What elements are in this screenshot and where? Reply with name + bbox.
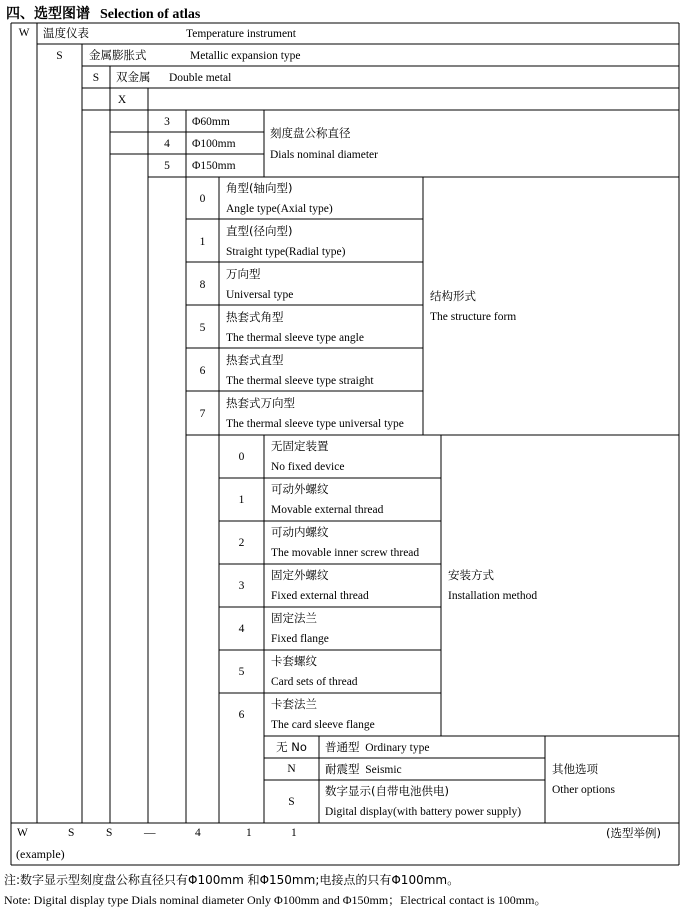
example-label-en: (example) [16,847,65,861]
level1-cn: 温度仪表 [43,26,89,40]
code-x: X [117,94,127,106]
dial-label-cn: 刻度盘公称直径 [270,126,351,140]
installation-label-cn: 安装方式 [448,568,494,582]
installation-cn: 无固定装置 [271,439,329,453]
dial-value: Φ60mm [192,116,230,128]
installation-en: The movable inner screw thread [271,547,420,559]
installation-code: 4 [238,623,245,635]
installation-code: 1 [238,494,245,506]
structure-en: The thermal sleeve type universal type [226,418,404,430]
section-title [6,3,200,23]
level2-en: Metallic expansion type [190,50,301,62]
installation-en: No fixed device [271,461,345,473]
dial-value: Φ150mm [192,160,236,172]
installation-cn: 可动外螺纹 [271,482,329,496]
structure-code: 8 [199,279,206,291]
structure-code: 6 [199,365,206,377]
installation-cn: 卡套螺纹 [271,654,317,668]
structure-en: The thermal sleeve type angle [226,332,364,344]
installation-en: Movable external thread [271,504,384,516]
structure-en: Angle type(Axial type) [226,203,333,215]
dial-label-en: Dials nominal diameter [270,149,378,161]
installation-en: Fixed external thread [271,590,369,602]
structure-code: 5 [199,322,206,334]
other-code: S [288,796,295,808]
other-label-en: Other options [552,784,615,796]
structure-en: Universal type [226,289,294,301]
example-code: — [144,827,156,839]
example-code: 1 [246,827,252,839]
section-title-en: Selection of atlas [100,7,201,22]
structure-code: 1 [199,236,206,248]
installation-code: 6 [238,709,245,721]
dial-code: 5 [164,160,170,172]
installation-cn: 固定外螺纹 [271,568,329,582]
other-cn: 数字显示(自带电池供电) [325,784,449,798]
installation-cn: 固定法兰 [271,611,317,625]
dial-value: Φ100mm [192,138,236,150]
other-code: N [287,763,296,775]
code-s-metallic: S [56,50,63,62]
example-code: 1 [291,827,297,839]
code-w: W [18,27,30,39]
example-code: S [106,827,113,839]
installation-label-en: Installation method [448,590,538,602]
code-s-double-metal: S [92,72,100,84]
other-option [325,740,429,755]
section-title-cn: 四、选型图谱 [6,6,90,22]
example-code: 4 [195,827,201,839]
installation-code: 0 [238,451,245,463]
dial-code: 4 [164,138,170,150]
installation-cn: 可动内螺纹 [271,525,329,539]
dial-code: 3 [164,116,170,128]
installation-en: Card sets of thread [271,676,358,688]
level3-en: Double metal [169,72,232,84]
other-code: 无 No [276,740,307,754]
installation-en: The card sleeve flange [271,719,375,731]
other-option [325,762,402,777]
structure-cn: 直型(径向型) [226,224,293,238]
note-en: Note: Digital display type Dials nominal diameter Only Φ100mm and Φ150mm；Electrical contact is 100mm。 [4,893,547,907]
other-en: Ordinary type [365,742,430,754]
structure-cn: 万向型 [226,267,261,281]
structure-code: 0 [199,193,206,205]
other-label-cn: 其他选项 [552,762,598,776]
example-label-cn: (选型举例) [606,826,661,840]
other-cn: 普通型 [325,740,360,754]
level1-en: Temperature instrument [186,28,297,40]
installation-code: 2 [238,537,245,549]
note-cn-text: 注:数字显示型刻度盘公称直径只有Φ100mm 和Φ150mm;电接点的只有Φ100mm。 [4,873,460,887]
other-en: Seismic [365,764,402,776]
installation-code: 5 [238,666,245,678]
structure-label-cn: 结构形式 [430,289,476,303]
level2-cn: 金属膨胀式 [89,48,147,62]
structure-cn: 热套式直型 [226,353,284,367]
other-cn: 耐震型 [325,762,360,776]
structure-cn: 热套式万向型 [226,396,295,410]
structure-en: Straight type(Radial type) [226,246,346,258]
installation-cn: 卡套法兰 [271,697,317,711]
structure-cn: 角型(轴向型) [226,181,293,195]
level3-cn: 双金属 [116,70,151,84]
example-code: S [68,827,75,839]
installation-en: Fixed flange [271,633,329,645]
structure-label-en: The structure form [430,311,517,323]
structure-en: The thermal sleeve type straight [226,375,374,387]
other-en: Digital display(with battery power supply) [325,806,522,818]
structure-code: 7 [199,408,206,420]
note-cn [4,871,459,888]
installation-code: 3 [238,580,245,592]
example-code: W [17,827,28,839]
structure-cn: 热套式角型 [226,310,284,324]
